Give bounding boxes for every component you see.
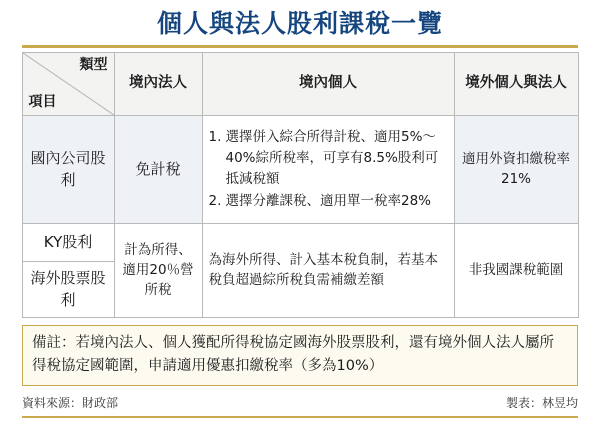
header-corner-cell: [22, 52, 114, 115]
table-header-row: [22, 52, 578, 115]
cell-overseas-ky-overseas: 非我國課稅範圍: [454, 223, 578, 317]
header-overseas: 境外個人與法人: [454, 52, 578, 115]
title-area: [0, 0, 600, 52]
table-row-domestic-dividend: [22, 115, 578, 223]
footer: [22, 394, 578, 411]
header-domestic-corp: 境內法人: [114, 52, 202, 115]
list-item: [209, 127, 448, 190]
cell-domestic-corp-ky-overseas: 計為所得、適用20％營所稅: [114, 223, 202, 317]
header-domestic-individual: 境內個人: [202, 52, 454, 115]
note-text: 備註：若境內法人、個人獲配所得稅協定國海外股票股利，還有境外個人法人屬所得稅協定國範圍，申請適用優惠扣繳稅率（多為10%）: [32, 334, 554, 374]
cell-domestic-corp-domestic-dividend: 免計稅: [114, 115, 202, 223]
domestic-individual-options: [209, 127, 448, 212]
note-box: [22, 325, 578, 386]
cell-domestic-individual-domestic-dividend: [202, 115, 454, 223]
cell-overseas-domestic-dividend: 適用外資扣繳稅率21%: [454, 115, 578, 223]
header-type-label: 類型: [79, 56, 108, 73]
dividend-tax-table: [22, 52, 579, 318]
list-item: [209, 191, 448, 212]
row-label-overseas-stock-dividend: 海外股票股利: [22, 261, 114, 317]
header-item-label: 項目: [28, 93, 57, 110]
list-item-text: 選擇併入綜合所得計稅、適用5%～40%綜所稅率，可享有8.5%股利可抵減稅額: [225, 128, 439, 187]
source-label: 資料來源：財政部: [22, 396, 119, 411]
list-item-number: 1.: [208, 128, 222, 145]
list-item-number: 2.: [208, 192, 222, 209]
page-title: 個人與法人股利課稅一覽: [156, 9, 443, 38]
row-label-domestic-dividend: 國內公司股利: [22, 115, 114, 223]
cell-domestic-individual-ky-overseas: 為海外所得、計入基本稅負制，若基本稅負超過綜所稅負需補繳差額: [202, 223, 454, 317]
bottom-divider: [22, 416, 578, 418]
table-row-ky-dividend: [22, 223, 578, 261]
list-item-text: 選擇分離課稅、適用單一稅率28%: [225, 192, 432, 209]
title-divider: [22, 45, 578, 48]
row-label-ky-dividend: KY股利: [22, 223, 114, 261]
author-label: 製表：林昱均: [505, 396, 578, 411]
